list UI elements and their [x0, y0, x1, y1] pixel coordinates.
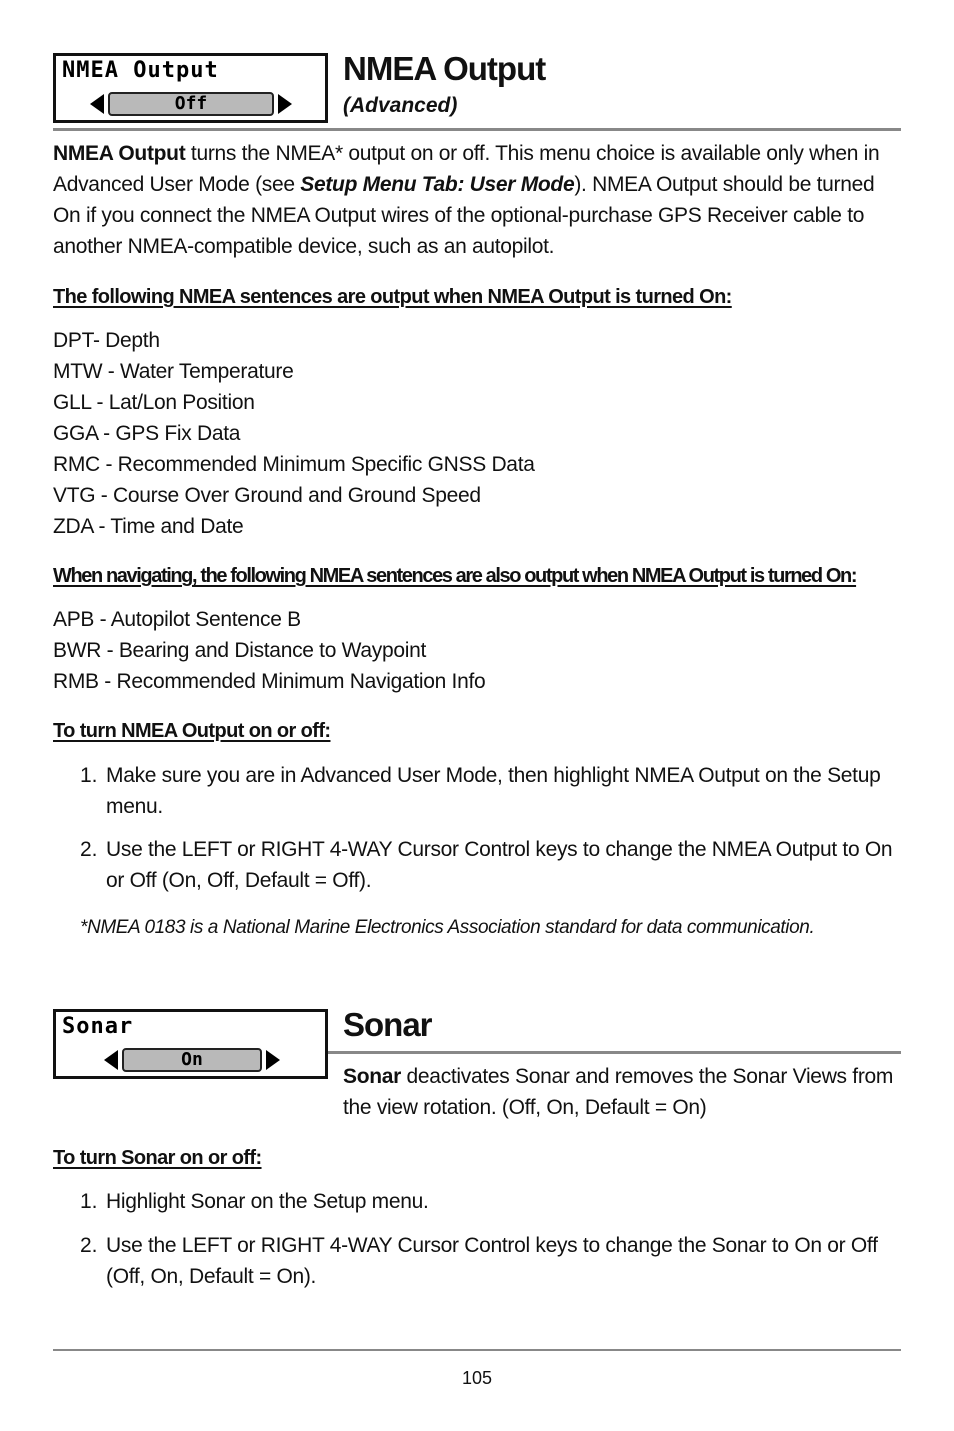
step-number: 1.	[80, 1190, 98, 1213]
step-text: Use the LEFT or RIGHT 4-WAY Cursor Control keys to change the NMEA Output to On or Off (On, Off, Default = Off).	[106, 838, 893, 892]
sentences-nav-heading: When navigating, the following NMEA sentences are also output when NMEA Output is turned On:	[53, 565, 857, 587]
sonar-widget-title: Sonar	[62, 1014, 134, 1039]
nmea-output-subtitle: (Advanced)	[343, 94, 458, 117]
step-text: Highlight Sonar on the Setup menu.	[106, 1190, 429, 1213]
sonar-menu-widget	[53, 1009, 328, 1079]
footer-divider	[53, 1349, 901, 1351]
sonar-intro-text: deactivates Sonar and removes the Sonar Views from the view rotation. (Off, On, Default = On)	[343, 1065, 894, 1119]
arrow-left-icon	[90, 94, 104, 114]
sentence-item: RMC - Recommended Minimum Specific GNSS Data	[53, 453, 535, 476]
step-text: Use the LEFT or RIGHT 4-WAY Cursor Control keys to change the Sonar to On or Off (Off, On, Default = On).	[106, 1234, 878, 1288]
sonar-title: Sonar	[343, 1006, 432, 1043]
nmea-output-intro-part2: ). NMEA Output should be turned On if you connect the NMEA Output wires of the optional-purchase GPS Receiver cable to another NMEA-compatible device, such as an autopilot.	[53, 173, 875, 258]
arrow-right-icon	[278, 94, 292, 114]
nmea-output-title: NMEA Output	[343, 50, 546, 87]
arrow-left-icon	[104, 1050, 118, 1070]
sentence-item: MTW - Water Temperature	[53, 360, 294, 383]
sentence-item: DPT- Depth	[53, 329, 160, 352]
sentence-item: RMB - Recommended Minimum Navigation Info	[53, 670, 486, 693]
nmea-output-intro-part1: turns the NMEA* output on or off. This menu choice is available only when in Advanced User Mode (see	[53, 142, 880, 196]
sonar-divider	[328, 1051, 901, 1054]
nmea-output-widget-value: Off	[108, 92, 274, 116]
page-number: 105	[461, 1368, 493, 1388]
sentence-item: APB - Autopilot Sentence B	[53, 608, 301, 631]
sonar-intro-bold: Sonar	[343, 1065, 402, 1088]
step-text: Make sure you are in Advanced User Mode, then highlight NMEA Output on the Setup menu.	[106, 764, 881, 818]
setup-menu-tab-reference: Setup Menu Tab: User Mode	[300, 173, 575, 196]
step-number: 2.	[80, 838, 98, 861]
sentence-item: VTG - Course Over Ground and Ground Speed	[53, 484, 481, 507]
nmea-output-intro-bold: NMEA Output	[53, 142, 186, 165]
sentence-item: GGA - GPS Fix Data	[53, 422, 241, 445]
sentence-item: ZDA - Time and Date	[53, 515, 244, 538]
nmea-output-widget-title: NMEA Output	[62, 58, 219, 83]
arrow-right-icon	[266, 1050, 280, 1070]
nmea-output-widget-control	[90, 92, 292, 116]
sonar-howto-heading: To turn Sonar on or off:	[53, 1147, 262, 1169]
sonar-intro	[343, 1061, 903, 1123]
step-number: 1.	[80, 764, 98, 787]
nmea-output-intro	[53, 138, 903, 262]
nmea-footnote: *NMEA 0183 is a National Marine Electronics Association standard for data communication.	[80, 917, 815, 938]
sonar-widget-control	[104, 1048, 280, 1072]
sentence-item: BWR - Bearing and Distance to Waypoint	[53, 639, 426, 662]
sentence-item: GLL - Lat/Lon Position	[53, 391, 255, 414]
nmea-howto-heading: To turn NMEA Output on or off:	[53, 720, 331, 742]
sonar-widget-value: On	[122, 1048, 262, 1072]
sentences-on-heading: The following NMEA sentences are output when NMEA Output is turned On:	[53, 286, 732, 308]
nmea-output-menu-widget	[53, 53, 328, 123]
nmea-output-divider	[53, 128, 901, 131]
step-number: 2.	[80, 1234, 98, 1257]
